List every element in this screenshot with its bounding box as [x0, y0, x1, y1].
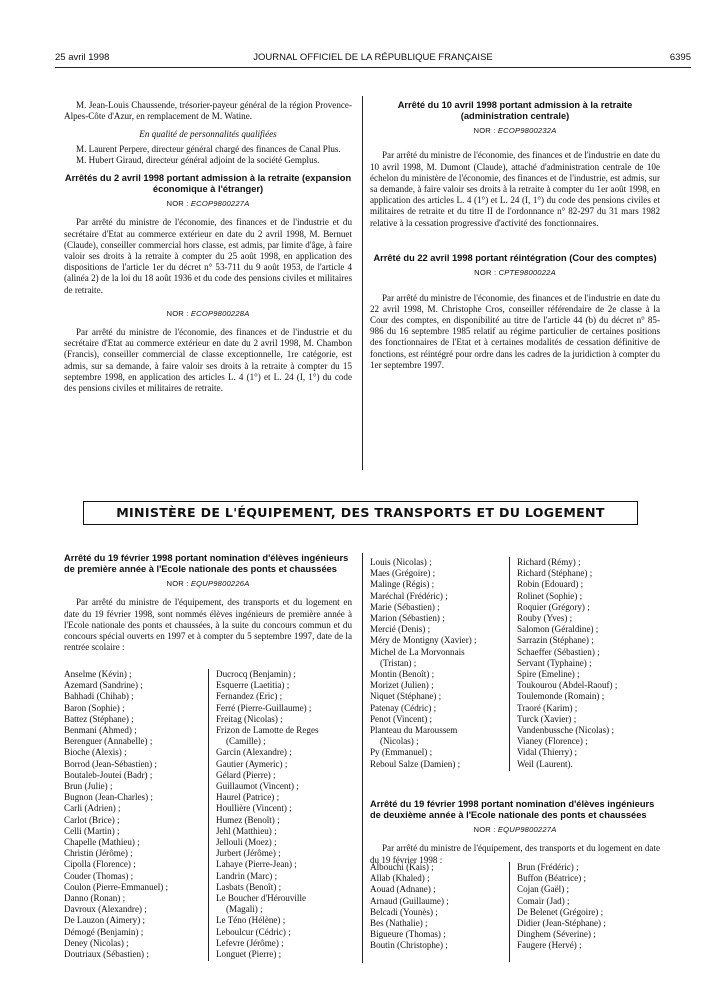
- list-item: Coulon (Pierre-Emmanuel) ;: [64, 881, 169, 892]
- list-item: Borrod (Jean-Sébastien) ;: [64, 758, 157, 769]
- name-list: [517, 862, 657, 952]
- column-divider: [362, 553, 363, 963]
- list-divider: [509, 862, 510, 962]
- list-item: Weil (Laurent).: [517, 758, 573, 769]
- column-right-upper: [370, 100, 660, 371]
- list-item: Gautier (Aymeric) ;: [216, 758, 288, 769]
- name-list: [216, 669, 356, 960]
- list-item: (Nicolas) ;: [380, 736, 419, 747]
- list-item: Cojan (Gaël) ;: [517, 884, 570, 895]
- list-item: (Tristan) ;: [380, 657, 417, 668]
- list-item: De Lauzon (Aimery) ;: [64, 915, 146, 926]
- list-item: Boutaleb-Joutei (Badr) ;: [64, 769, 153, 780]
- nor-reference: NOR : ECOP9800228A: [166, 308, 250, 318]
- list-item: Bigueure (Thomas) ;: [370, 929, 446, 940]
- list-item: Didier (Jean-Stéphane) ;: [517, 918, 606, 929]
- nor-reference: NOR : EQUP9800227A: [473, 825, 557, 835]
- header-title: JOURNAL OFFICIEL DE LA RÉPUBLIQUE FRANÇAISE: [253, 52, 493, 63]
- nor-reference: NOR : ECOP9800227A: [166, 199, 250, 209]
- nor-reference: NOR : EQUP9800226A: [166, 579, 250, 589]
- paragraph: M. Hubert Giraud, directeur général adjoint de la société Gemplus.: [76, 154, 320, 165]
- decree-text: Par arrêté du ministre de l'économie, des finances et de l'industrie et du secrétaire d'Etat au commerce extérieur en date du 2 avril 1998, M. Bernuet (Claude), conseiller commercial hors classe, est admis, par limite d'âge, à faire valoir ses droits à la retraite à compter du 25 août 1998, en application des dispositions de l'article 1er du décret n° 53-711 du 9 août 1953, de l'article 4 (alinéa 2) de la loi du 18 août 1936 et du code des pensions civiles et militaires de retraite.: [64, 217, 352, 295]
- decree-title: Arrêté du 22 avril 1998 portant réintégration (Cour des comptes): [373, 252, 657, 263]
- header-rule: [55, 67, 691, 68]
- list-item: Deney (Nicolas) ;: [64, 937, 129, 948]
- list-item: Schaeffer (Sébastien) ;: [517, 646, 600, 657]
- list-item: Chapelle (Mathieu) ;: [64, 837, 140, 848]
- list-item: Azemard (Sandrine) ;: [64, 680, 143, 691]
- paragraph: M. Laurent Perpere, directeur général chargé des finances de Canal Plus.: [76, 143, 341, 154]
- list-item: Jehl (Matthieu) ;: [216, 825, 277, 836]
- list-item: Belcadi (Younès) ;: [370, 906, 438, 917]
- list-item: (Magali) ;: [226, 904, 263, 915]
- list-item: Lahaye (Pierre-Jean) ;: [216, 859, 297, 870]
- list-item: Boutin (Christophe) ;: [370, 940, 448, 951]
- list-item: Toulemonde (Romain) ;: [517, 691, 605, 702]
- list-item: Comair (Jad) ;: [517, 895, 570, 906]
- decree-text: Par arrêté du ministre de l'économie, des finances et de l'industrie en date du 10 avril 1998, M. Dumont (Claude), attaché d'administration centrale de 10e échelon du ministère de l'économie, des finances et de l'industrie, est admis, sur sa demande, à faire valoir ses droits à la retraite à compter du 1er août 1998, en application des articles L. 4 (1°) et L. 24 (I, 1°) du code des pensions civiles et militaires de retraite et du titre II de l'ordonnance n° 82-297 du 31 mars 1982 relative à la cessation progressive d'activité des fonctionnaires.: [370, 150, 661, 228]
- name-list: [370, 862, 505, 952]
- list-item: Démogé (Benjamin) ;: [64, 926, 144, 937]
- list-item: Montin (Benoît) ;: [370, 669, 435, 680]
- list-item: Roquier (Grégory) ;: [517, 601, 590, 612]
- decree-title: Arrêté du 19 février 1998 portant nomination d'élèves ingénieurs de deuxième année à l'Ecole nationale des ponts et chaussées: [370, 799, 655, 820]
- list-item: Garcin (Alexandre) ;: [216, 747, 292, 758]
- list-item: Battez (Stéphane) ;: [64, 713, 134, 724]
- list-item: Longuet (Pierre) ;: [216, 949, 282, 960]
- list-item: Frizon de Lamotte de Reges: [216, 725, 319, 736]
- list-item: Lefevre (Jérôme) ;: [216, 937, 284, 948]
- list-item: Bahhadi (Chihab) ;: [64, 691, 134, 702]
- list-item: Penot (Vincent) ;: [370, 713, 433, 724]
- ministry-banner: MINISTÈRE DE L'ÉQUIPEMENT, DES TRANSPORTS ET DU LOGEMENT: [83, 501, 638, 525]
- header-page-number: 6395: [669, 52, 691, 63]
- list-item: Maréchal (Frédéric) ;: [370, 590, 448, 601]
- page-header: [55, 52, 691, 66]
- list-item: Marie (Sébastien) ;: [370, 601, 440, 612]
- name-list: [64, 669, 204, 960]
- header-date: 25 avril 1998: [55, 52, 110, 63]
- list-item: Toukourou (Abdel-Raouf) ;: [517, 680, 618, 691]
- list-item: Maes (Grégoire) ;: [370, 568, 436, 579]
- column-left-upper: [64, 100, 352, 394]
- list-item: Haurel (Patrice) ;: [216, 792, 280, 803]
- list-item: Allab (Khaled) ;: [370, 873, 430, 884]
- list-item: Méry de Montigny (Xavier) ;: [370, 635, 477, 646]
- list-item: Bes (Nathalie) ;: [370, 918, 428, 929]
- list-item: Gélard (Pierre) ;: [216, 769, 276, 780]
- list-item: Faugere (Hervé) ;: [517, 940, 582, 951]
- list-item: Brun (Frédéric) ;: [517, 862, 579, 872]
- list-item: Freitag (Nicolas) ;: [216, 713, 283, 724]
- list-item: Jurbert (Jérôme) ;: [216, 848, 281, 859]
- list-item: Mercié (Denis) ;: [370, 624, 431, 635]
- decree-title: Arrêté du 10 avril 1998 portant admission à la retraite (administration centrale): [397, 100, 633, 121]
- list-item: Dinghem (Séverine) ;: [517, 929, 596, 940]
- list-item: Py (Emmanuel) ;: [370, 747, 433, 758]
- list-item: Le Boucher d'Hérouville: [216, 893, 307, 904]
- list-item: Bioche (Alexis) ;: [64, 747, 127, 758]
- nor-reference: NOR : ECOP9800232A: [473, 126, 557, 136]
- list-item: Niquet (Stéphane) ;: [370, 691, 442, 702]
- list-item: (Camille) ;: [226, 736, 266, 747]
- list-item: Rolinet (Sophie) ;: [517, 590, 583, 601]
- list-item: Benmani (Ahmed) ;: [64, 725, 137, 736]
- list-item: Spire (Emeline) ;: [517, 669, 580, 680]
- decree-text: Par arrêté du ministre de l'économie, des finances et de l'industrie en date du 22 avril 1998, M. Christophe Cros, conseiller référendaire de 2e classe à la Cour des comptes, en disponibilité au titre de l'article 44 (b) du décret n° 85-986 du 16 septembre 1985 relatif au régime particulier de certaines positions des fonctionnaires de l'Etat et à certaines modalités de cessation définitive de fonctions, est réintégré pour ordre dans les cadres de la juridiction à compter du 1er septembre 1997.: [370, 292, 661, 370]
- list-item: Ferré (Pierre-Guillaume) ;: [216, 702, 312, 713]
- list-item: Celli (Martin) ;: [64, 825, 120, 836]
- list-item: Jellouli (Moez) ;: [216, 837, 277, 848]
- list-item: Planteau du Maroussem: [370, 725, 458, 736]
- list-item: Vianey (Florence) ;: [517, 736, 588, 747]
- list-item: Brun (Julie) ;: [64, 781, 113, 792]
- list-item: Esquerre (Laetitia) ;: [216, 680, 290, 691]
- list-divider: [509, 557, 510, 771]
- list-item: Carli (Adrien) ;: [64, 803, 121, 814]
- decree-title: Arrêté du 19 février 1998 portant nomination d'élèves ingénieurs de première année à l'Ecole nationale des ponts et chaussées: [64, 553, 349, 574]
- list-item: Richard (Rémy) ;: [517, 557, 581, 567]
- nor-reference: NOR : CPTE9800022A: [474, 268, 556, 278]
- column-divider: [362, 96, 363, 470]
- list-item: Albouchi (Kais) ;: [370, 862, 434, 872]
- list-item: Aouad (Adnane) ;: [370, 884, 436, 895]
- list-item: Turck (Xavier) ;: [517, 713, 577, 724]
- list-item: Michel de La Morvonnais: [370, 646, 465, 657]
- list-item: Salomon (Géraldine) ;: [517, 624, 599, 635]
- list-item: Cipolla (Florence) ;: [64, 859, 136, 870]
- list-item: Davroux (Alexandre) ;: [64, 904, 147, 915]
- paragraph: M. Jean-Louis Chaussende, trésorier-payeur général de la région Provence-Alpes-Côte d'Azur, en remplacement de M. Watine.: [64, 100, 352, 122]
- list-item: Buffon (Béatrice) ;: [517, 873, 587, 884]
- list-item: Sarrazin (Stéphane) ;: [517, 635, 594, 646]
- list-item: Leboulcur (Cédric) ;: [216, 926, 291, 937]
- list-item: Anselme (Kévin) ;: [64, 669, 132, 679]
- list-item: Berenguer (Annabelle) ;: [64, 736, 153, 747]
- list-item: Arnaud (Guillaume) ;: [370, 895, 449, 906]
- list-item: Lasbats (Benoît) ;: [216, 881, 282, 892]
- list-item: Le Téno (Hélène) ;: [216, 915, 286, 926]
- decree-title: Arrêtés du 2 avril 1998 portant admission à la retraite (expansion économique à l'étranger): [64, 173, 352, 194]
- column-left-lower: [64, 553, 352, 653]
- list-item: Richard (Stéphane) ;: [517, 568, 593, 579]
- list-divider: [208, 669, 209, 961]
- list-item: Morizet (Julien) ;: [370, 680, 434, 691]
- list-item: Ducrocq (Benjamin) ;: [216, 669, 296, 679]
- list-item: Servant (Typhaine) ;: [517, 657, 592, 668]
- list-item: Fernandez (Eric) ;: [216, 691, 283, 702]
- list-item: Robin (Edouard) ;: [517, 579, 584, 590]
- list-item: Marion (Sébastien) ;: [370, 613, 445, 624]
- list-item: Doutriaux (Sébastien) ;: [64, 949, 149, 960]
- list-item: Vidal (Thierry) ;: [517, 747, 578, 758]
- list-item: Christin (Jérôme) ;: [64, 848, 133, 859]
- list-item: Landrin (Marc) ;: [216, 870, 278, 881]
- list-item: Malinge (Régis) ;: [370, 579, 435, 590]
- list-item: Couder (Thomas) ;: [64, 870, 134, 881]
- list-item: Danno (Ronan) ;: [64, 893, 126, 904]
- name-list: [517, 557, 657, 770]
- list-item: Rouby (Yves) ;: [517, 613, 573, 624]
- list-item: Baron (Sophie) ;: [64, 702, 125, 713]
- list-item: De Belenet (Grégoire) ;: [517, 906, 604, 917]
- decree-text: Par arrêté du ministre de l'économie, des finances et de l'industrie et du secrétaire d'Etat au commerce extérieur en date du 2 avril 1998, M. Chambon (Francis), conseiller commercial de classe exceptionnelle, 1re catégorie, est admis, sur sa demande, à faire valoir ses droits à la retraite à compter du 15 septembre 1998, en application des articles L. 4 (1°) et L. 24 (I, 1°) du code des pensions civiles et militaires de retraite.: [64, 327, 352, 394]
- list-item: Patenay (Cédric) ;: [370, 702, 437, 713]
- name-list: [370, 557, 505, 770]
- list-item: Houllière (Vincent) ;: [216, 803, 292, 814]
- column-right-lower: [370, 799, 660, 866]
- decree-text: Par arrêté du ministre de l'équipement, des transports et du logement en date du 19 février 1998 :: [370, 843, 660, 865]
- list-item: Guillaumot (Vincent) ;: [216, 781, 299, 792]
- list-item: Bugnon (Jean-Charles) ;: [64, 792, 153, 803]
- decree-text: Par arrêté du ministre de l'équipement, des transports et du logement en date du 19 février 1998, sont nommés élèves ingénieurs de première année à l'Ecole nationale des ponts et chaussées, à la suite du concours commun et du concours spécial ouverts en 1997 et à compter du 5 septembre 1997, date de la rentrée scolaire :: [64, 597, 352, 653]
- list-item: Traoré (Karim) ;: [517, 702, 578, 713]
- list-item: Vandenbussche (Nicolas) ;: [517, 725, 614, 736]
- list-item: Reboul Salze (Damien) ;: [370, 758, 461, 769]
- list-item: Humez (Benoît) ;: [216, 814, 280, 825]
- list-item: Carlot (Brice) ;: [64, 814, 120, 825]
- list-item: Louis (Nicolas) ;: [370, 557, 432, 567]
- section-subtitle: En qualité de personnalités qualifiées: [139, 129, 277, 140]
